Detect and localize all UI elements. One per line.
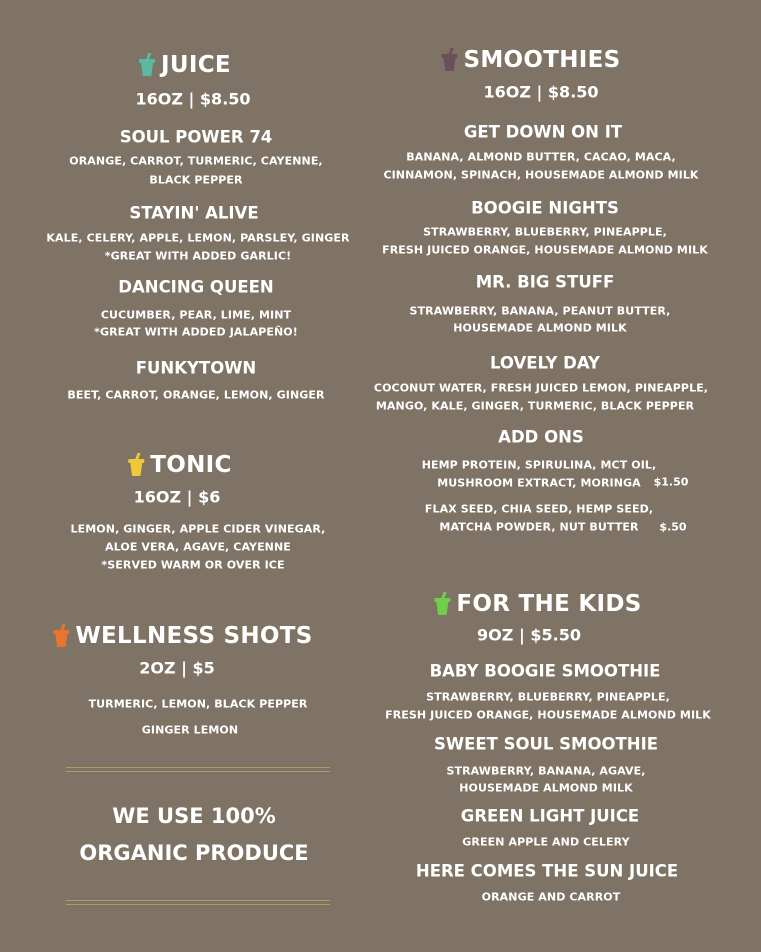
tonic-cup-icon (128, 453, 144, 477)
menu-item-desc: CUCUMBER, PEAR, LIME, MINT (100, 308, 292, 322)
menu-item-desc: KALE, CELERY, APPLE, LEMON, PARSLEY, GINGER (46, 231, 350, 245)
menu-item-desc: ORANGE AND CARROT (481, 890, 621, 904)
menu-item-desc: ORANGE, CARROT, TURMERIC, CAYENNE, (69, 154, 323, 168)
wellness-size-price: 2OZ | $5 (139, 658, 215, 678)
smoothies-size-price: 16OZ | $8.50 (483, 82, 599, 102)
menu-item-desc: BANANA, ALMOND BUTTER, CACAO, MACA, (406, 150, 676, 164)
wellness-heading (53, 623, 312, 649)
menu-item-name: GREEN LIGHT JUICE (460, 806, 640, 826)
juice-title: JUICE (161, 52, 231, 78)
smoothies-cup-icon (441, 48, 457, 72)
kids-title: FOR THE KIDS (456, 591, 642, 617)
menu-item-name: HERE COMES THE SUN JUICE (415, 861, 679, 881)
menu-item-name: SWEET SOUL SMOOTHIE (433, 734, 659, 754)
menu-item-desc: HOUSEMADE ALMOND MILK (453, 321, 627, 335)
smoothies-title: SMOOTHIES (463, 47, 621, 73)
menu-item-desc: *GREAT WITH ADDED JALAPEÑO! (94, 325, 298, 339)
addon-desc: MATCHA POWDER, NUT BUTTER (439, 520, 639, 534)
tonic-heading (128, 452, 231, 478)
menu-item-desc: STRAWBERRY, BLUEBERRY, PINEAPPLE, (426, 690, 670, 704)
menu-item-name: BABY BOOGIE SMOOTHIE (429, 661, 661, 681)
juice-cup-icon (139, 53, 155, 77)
divider-bottom (66, 900, 330, 905)
addon-desc: HEMP PROTEIN, SPIRULINA, MCT OIL, (421, 458, 657, 472)
juice-heading (139, 52, 231, 78)
tonic-size-price: 16OZ | $6 (133, 487, 221, 507)
juice-size-price: 16OZ | $8.50 (135, 89, 251, 109)
smoothies-heading (441, 47, 620, 73)
menu-item-desc: BEET, CARROT, ORANGE, LEMON, GINGER (67, 388, 325, 402)
wellness-title: WELLNESS SHOTS (75, 623, 313, 649)
menu-item-name: FUNKYTOWN (135, 358, 257, 378)
organic-line-1: WE USE 100% (112, 804, 276, 828)
tonic-title: TONIC (150, 452, 232, 478)
menu-item-desc: STRAWBERRY, BANANA, PEANUT BUTTER, (409, 304, 671, 318)
menu-item-name: GET DOWN ON IT (463, 122, 623, 142)
organic-line-2: ORGANIC PRODUCE (79, 841, 309, 865)
menu-item-name: LOVELY DAY (489, 353, 601, 373)
menu-item-name: DANCING QUEEN (118, 277, 274, 297)
tonic-desc: *SERVED WARM OR OVER ICE (101, 558, 285, 572)
tonic-desc: ALOE VERA, AGAVE, CAYENNE (105, 540, 291, 554)
menu-item-desc: FRESH JUICED ORANGE, HOUSEMADE ALMOND MILK (382, 243, 708, 257)
menu-item-desc: MANGO, KALE, GINGER, TURMERIC, BLACK PEPPER (375, 399, 695, 413)
wellness-item: TURMERIC, LEMON, BLACK PEPPER (88, 697, 308, 711)
menu-item-desc: COCONUT WATER, FRESH JUICED LEMON, PINEAPPLE, (373, 381, 709, 395)
menu-item-desc: STRAWBERRY, BLUEBERRY, PINEAPPLE, (423, 225, 667, 239)
menu-item-desc: STRAWBERRY, BANANA, AGAVE, (446, 764, 646, 778)
menu-item-desc: BLACK PEPPER (149, 173, 243, 187)
kids-cup-icon (434, 592, 450, 616)
menu-item-desc: *GREAT WITH ADDED GARLIC! (104, 249, 292, 263)
tonic-desc: LEMON, GINGER, APPLE CIDER VINEGAR, (70, 522, 326, 536)
menu-item-desc: CINNAMON, SPINACH, HOUSEMADE ALMOND MILK (383, 168, 699, 182)
menu-item-desc: GREEN APPLE AND CELERY (462, 835, 630, 849)
menu-item-desc: FRESH JUICED ORANGE, HOUSEMADE ALMOND MILK (385, 708, 711, 722)
divider-top (66, 767, 330, 772)
addon-price: $.50 (659, 520, 687, 534)
kids-heading (434, 591, 641, 617)
wellness-cup-icon (53, 624, 69, 648)
addon-desc: FLAX SEED, CHIA SEED, HEMP SEED, (424, 502, 654, 516)
wellness-item: GINGER LEMON (141, 723, 239, 737)
addons-title: ADD ONS (498, 427, 584, 447)
kids-size-price: 9OZ | $5.50 (477, 625, 581, 645)
menu-item-name: SOUL POWER 74 (119, 127, 273, 147)
menu-item-name: STAYIN' ALIVE (129, 203, 259, 223)
addon-price: $1.50 (653, 475, 689, 489)
addon-desc: MUSHROOM EXTRACT, MORINGA (437, 476, 641, 490)
menu-item-desc: HOUSEMADE ALMOND MILK (459, 781, 633, 795)
menu-item-name: BOOGIE NIGHTS (471, 198, 619, 218)
menu-item-name: MR. BIG STUFF (475, 272, 615, 292)
